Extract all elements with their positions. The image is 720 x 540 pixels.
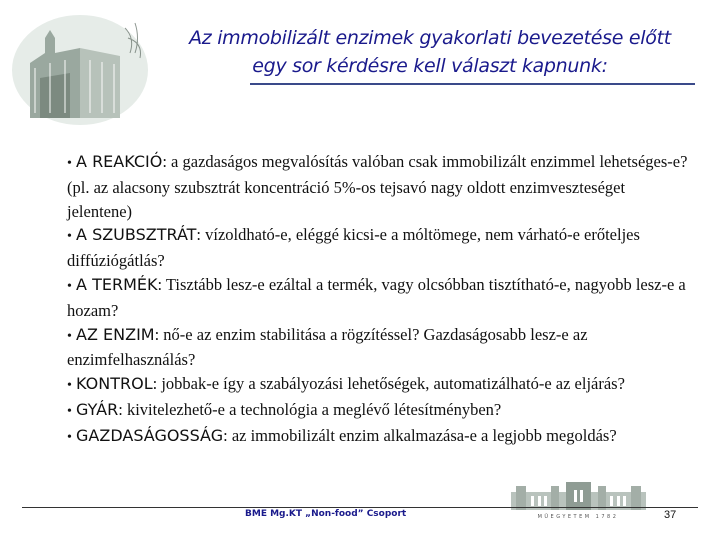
- item-text: : vízoldható-e, eléggé kicsi-e a móltömege, nem várható-e erőteljes diffúziógátlás?: [67, 225, 640, 271]
- bullet-icon: •: [67, 403, 72, 419]
- title-underline: [250, 83, 695, 85]
- item-text: : jobbak-e így a szabályozási lehetőségek, automatizálható-e az eljárás?: [152, 374, 625, 394]
- item-text: : az immobilizált enzim alkalmazása-e a legjobb megoldás?: [223, 425, 617, 445]
- bullet-icon: •: [67, 429, 72, 445]
- item-key: GAZDASÁGOSSÁG: [76, 425, 224, 445]
- bullet-icon: •: [67, 378, 72, 394]
- list-item-termek: [67, 273, 692, 323]
- list-item-kontrol: [67, 372, 692, 398]
- university-logo: [506, 478, 651, 520]
- footer-divider: [22, 507, 698, 508]
- item-key: A TERMÉK: [76, 274, 158, 294]
- item-text: : kivitelezhető-e a technológia a meglévő létesítményben?: [118, 399, 502, 419]
- item-text: : a gazdaságos megvalósítás valóban csak immobilizált enzimmel lehetséges-e? (pl. az alacsony szubsztrát koncentráció 5%-os tejsavó nagy oldott enzimveszteséget jelentene): [67, 152, 688, 221]
- item-key: GYÁR: [76, 399, 119, 419]
- list-item-gazdasagossag: [67, 424, 692, 450]
- item-key: A SZUBSZTRÁT: [76, 225, 197, 245]
- slide-title: [150, 24, 710, 80]
- item-key: AZ ENZIM: [76, 324, 155, 344]
- bullet-icon: •: [67, 229, 72, 245]
- question-list: [67, 150, 692, 450]
- page-number: 37: [664, 509, 677, 521]
- footer-credit: BME Mg.KT „Non-food” Csoport: [245, 509, 407, 519]
- list-item-reakcio: [67, 150, 692, 223]
- bullet-icon: •: [67, 156, 72, 171]
- item-key: A REAKCIÓ: [76, 152, 163, 171]
- list-item-gyar: [67, 398, 692, 424]
- bullet-icon: •: [67, 278, 72, 294]
- item-text: : Tisztább lesz-e ezáltal a termék, vagy olcsóbban tisztítható-e, nagyobb lesz-e a hozam?: [67, 274, 686, 320]
- title-line-1: Az immobilizált enzimek gyakorlati bevezetése előtt: [189, 27, 671, 49]
- title-line-2: egy sor kérdésre kell választ kapnunk:: [252, 55, 608, 77]
- building-illustration: [10, 8, 160, 128]
- list-item-enzim: [67, 323, 692, 373]
- item-text: : nő-e az enzim stabilitása a rögzítéssel? Gazdaságosabb lesz-e az enzimfelhasználás?: [67, 324, 588, 370]
- logo-caption: MŰEGYETEM 1782: [537, 514, 619, 520]
- list-item-szubsztrat: [67, 223, 692, 273]
- item-key: KONTROL: [76, 374, 153, 394]
- bullet-icon: •: [67, 328, 72, 344]
